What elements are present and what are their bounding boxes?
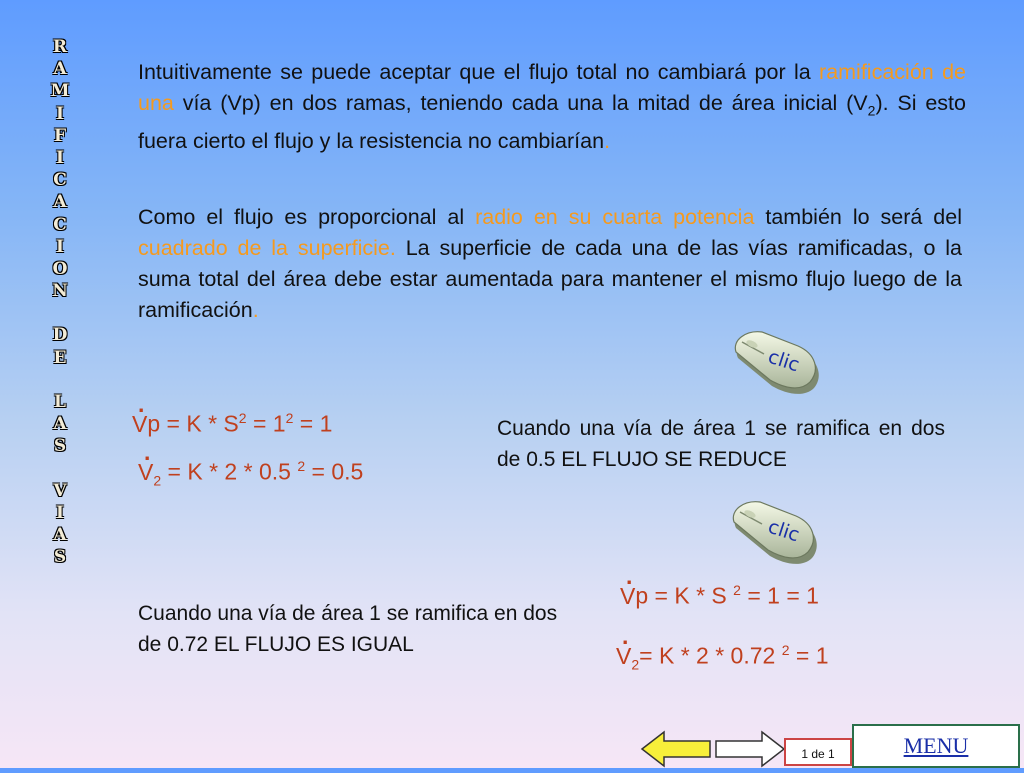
title-gap (40, 302, 80, 324)
intro-highlight: ramificación de una (138, 60, 966, 115)
flow-highlight-surface: cuadrado de la superficie (138, 236, 390, 260)
formula2-rhs: = 0.5 (305, 458, 364, 485)
title-letter: F (53, 125, 67, 146)
note-flow-equal (138, 598, 558, 660)
title-letter: I (56, 103, 64, 124)
formula3-lhs: p = K * S (635, 582, 734, 609)
formula-vp-area1 (132, 410, 332, 438)
title-letter: I (56, 236, 64, 257)
note1-text: Cuando una vía de área 1 se ramifica en dos de 0.5 EL FLUJO SE REDUCE (497, 417, 945, 471)
title-letter: L (54, 392, 66, 412)
next-button[interactable] (714, 730, 786, 768)
page-indicator: 1 de 1 (784, 738, 852, 766)
flow-end: . (252, 298, 259, 322)
flow-paragraph (138, 202, 962, 326)
formula2-lhs: = K * 2 * 0.5 (161, 458, 298, 485)
note2-text: Cuando una vía de área 1 se ramifica en dos de 0.72 EL FLUJO ES IGUAL (138, 602, 558, 656)
arrow-left-icon (640, 730, 712, 768)
clic-button-1[interactable] (728, 328, 824, 398)
arrow-right-icon (714, 730, 786, 768)
formula1-exp2: 2 (285, 410, 294, 426)
formula4-v: . V (616, 643, 631, 669)
clic-button-2[interactable] (726, 498, 822, 568)
formula1-mid: = 1 (246, 410, 286, 437)
flow-dot: . (389, 236, 396, 260)
flow-highlight-radius: radio en su cuarta potencia (475, 205, 755, 229)
title-letter: R (52, 37, 68, 57)
formula2-sub: 2 (153, 472, 162, 489)
intro-end: . (604, 129, 611, 154)
formula2-exp: 2 (297, 458, 306, 474)
formula1-exp1: 2 (238, 410, 247, 426)
intro-subscript: 2 (867, 102, 876, 119)
vertical-title (40, 36, 80, 569)
title-letter: A (53, 414, 67, 435)
formula4-rhs: = 1 (789, 642, 829, 669)
title-letter: A (53, 525, 67, 546)
flow-text-c: La superficie de cada una de las vías ramificadas, o la suma total del área debe estar aumentada para mantener el mismo flujo luego de la ramificación (138, 236, 962, 322)
intro-text-b: vía (Vp) en dos ramas, teniendo cada una la mitad de área inicial (V (173, 91, 868, 115)
formula4-exp: 2 (781, 642, 790, 658)
flow-text-b: también lo será del (754, 205, 962, 229)
previous-button[interactable] (640, 730, 712, 768)
note-flow-reduced (497, 413, 945, 475)
title-letter: C (53, 170, 67, 191)
formula4-lhs: = K * 2 * 0.72 (639, 642, 782, 669)
title-letter: S (53, 436, 67, 457)
title-letter: E (53, 347, 67, 368)
title-gap (40, 458, 80, 480)
title-letter: A (53, 192, 67, 213)
title-letter: N (52, 281, 68, 302)
formula1-rhs: = 1 (293, 410, 333, 437)
title-letter: I (56, 502, 64, 523)
title-letter: A (53, 59, 67, 80)
title-letter: O (52, 258, 68, 279)
clic-label-1: clic (765, 345, 803, 377)
formula4-sub: 2 (631, 656, 640, 673)
formula1-v: . V (132, 411, 147, 437)
title-letter: M (50, 81, 70, 102)
flow-text-a: Como el flujo es proporcional al (138, 205, 476, 229)
formula1-lhs: p = K * S (147, 410, 239, 437)
intro-paragraph (138, 57, 966, 157)
formula-vp-area1-b (620, 582, 819, 610)
formula-v2-072 (616, 642, 829, 672)
formula-v2-half (138, 458, 363, 488)
title-letter: D (52, 325, 68, 346)
menu-button[interactable]: MENU (852, 724, 1020, 768)
title-letter: V (53, 480, 67, 501)
title-letter: S (53, 547, 67, 568)
formula3-exp: 2 (733, 582, 741, 598)
title-letter: C (53, 214, 67, 235)
title-gap (40, 369, 80, 391)
title-letter: I (56, 147, 64, 168)
intro-text-a: Intuitivamente se puede aceptar que el flujo total no cambiará por la (138, 60, 820, 84)
formula3-rhs: = 1 = 1 (740, 582, 819, 609)
clic-label-2: clic (765, 515, 803, 547)
formula2-v: . V (138, 459, 153, 485)
intro-text-c: ). Si esto fuera cierto el flujo y la resistencia no cambiarían (138, 91, 966, 154)
formula3-v: . V (620, 583, 635, 609)
